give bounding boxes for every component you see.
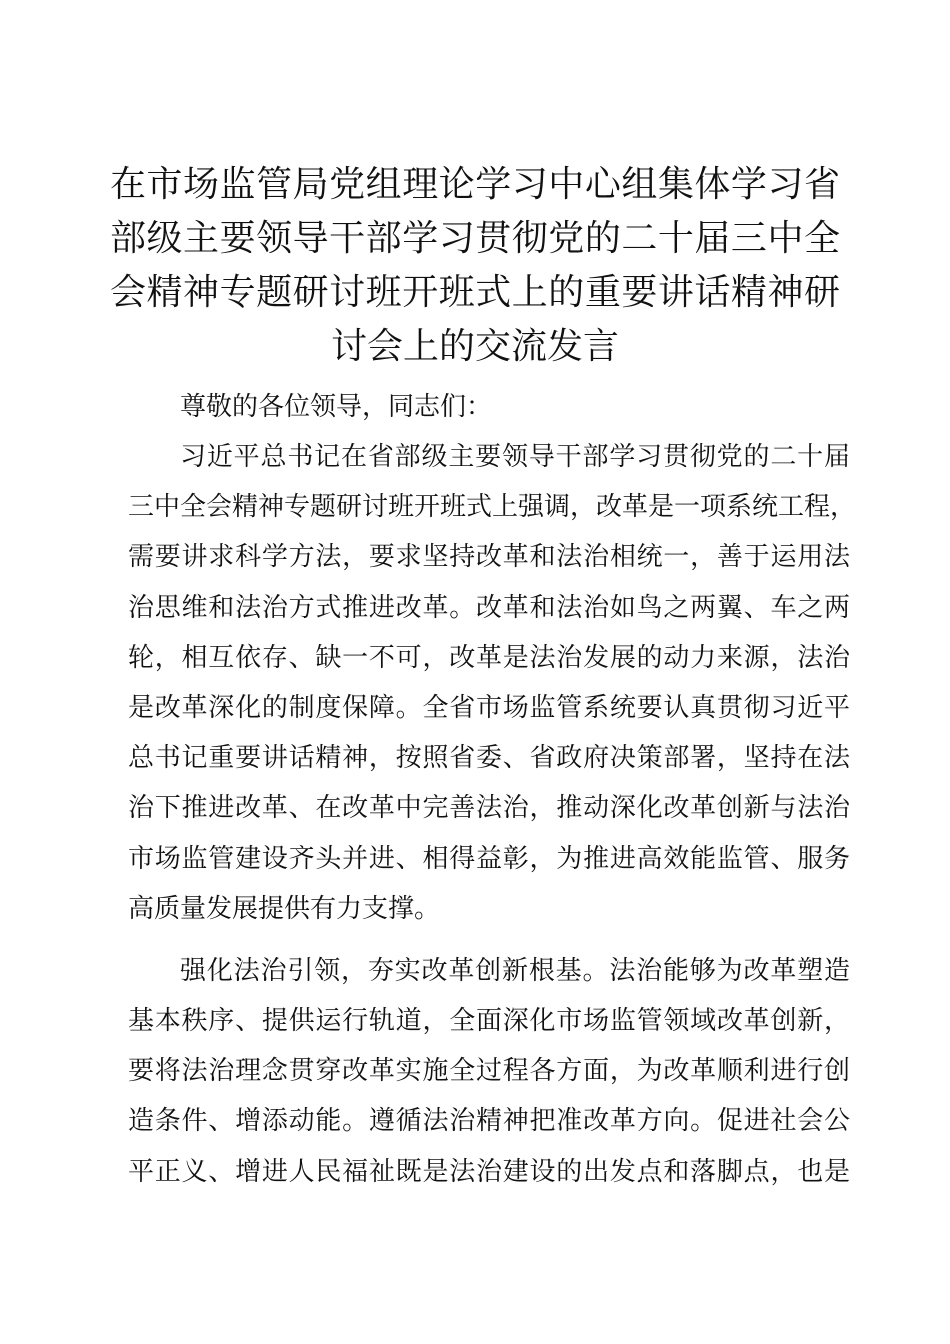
paragraph-1: [128, 432, 857, 934]
document-title: [110, 158, 840, 374]
paragraph-line: 基本秩序、提供运行轨道，全面深化市场监管领域改革创新，: [128, 1006, 850, 1037]
paragraph-line: 造条件、增添动能。遵循法治精神把准改革方向。促进社会公: [128, 1106, 850, 1137]
paragraph-line: 平正义、增进人民福祉既是法治建设的出发点和落脚点，也是: [128, 1156, 850, 1187]
title-line: 在市场监管局党组理论学习中心组集体学习省: [110, 164, 840, 205]
document-body: [128, 382, 857, 1197]
paragraph-line: 高质量发展提供有力支撑。: [128, 893, 441, 924]
paragraph-line: 治下推进改革、在改革中完善法治，推动深化改革创新与法治: [128, 793, 850, 824]
paragraph-line: 三中全会精神专题研讨班开班式上强调，改革是一项系统工程，: [128, 492, 857, 523]
paragraph-line: 轮，相互依存、缺一不可，改革是法治发展的动力来源，法治: [128, 642, 850, 673]
paragraph-line: 是改革深化的制度保障。全省市场监管系统要认真贯彻习近平: [128, 692, 850, 723]
paragraph-line: 要将法治理念贯穿改革实施全过程各方面，为改革顺利进行创: [128, 1056, 850, 1087]
paragraph-2: [128, 946, 850, 1197]
title-line: 讨会上的交流发言: [330, 326, 619, 367]
paragraph-line: 强化法治引领，夯实改革创新根基。法治能够为改革塑造: [180, 955, 850, 986]
paragraph-line: 需要讲求科学方法，要求坚持改革和法治相统一，善于运用法: [128, 542, 850, 573]
paragraph-line: 治思维和法治方式推进改革。改革和法治如鸟之两翼、车之两: [128, 592, 850, 623]
title-line: 会精神专题研讨班开班式上的重要讲话精神研: [110, 272, 840, 313]
title-line: 部级主要领导干部学习贯彻党的二十届三中全: [110, 218, 840, 259]
paragraph-line: 市场监管建设齐头并进、相得益彰，为推进高效能监管、服务: [128, 843, 850, 874]
paragraph-line: 习近平总书记在省部级主要领导干部学习贯彻党的二十届: [180, 442, 850, 472]
paragraph-line: 总书记重要讲话精神，按照省委、省政府决策部署，坚持在法: [128, 743, 850, 774]
greeting: 尊敬的各位领导，同志们：: [180, 392, 493, 422]
